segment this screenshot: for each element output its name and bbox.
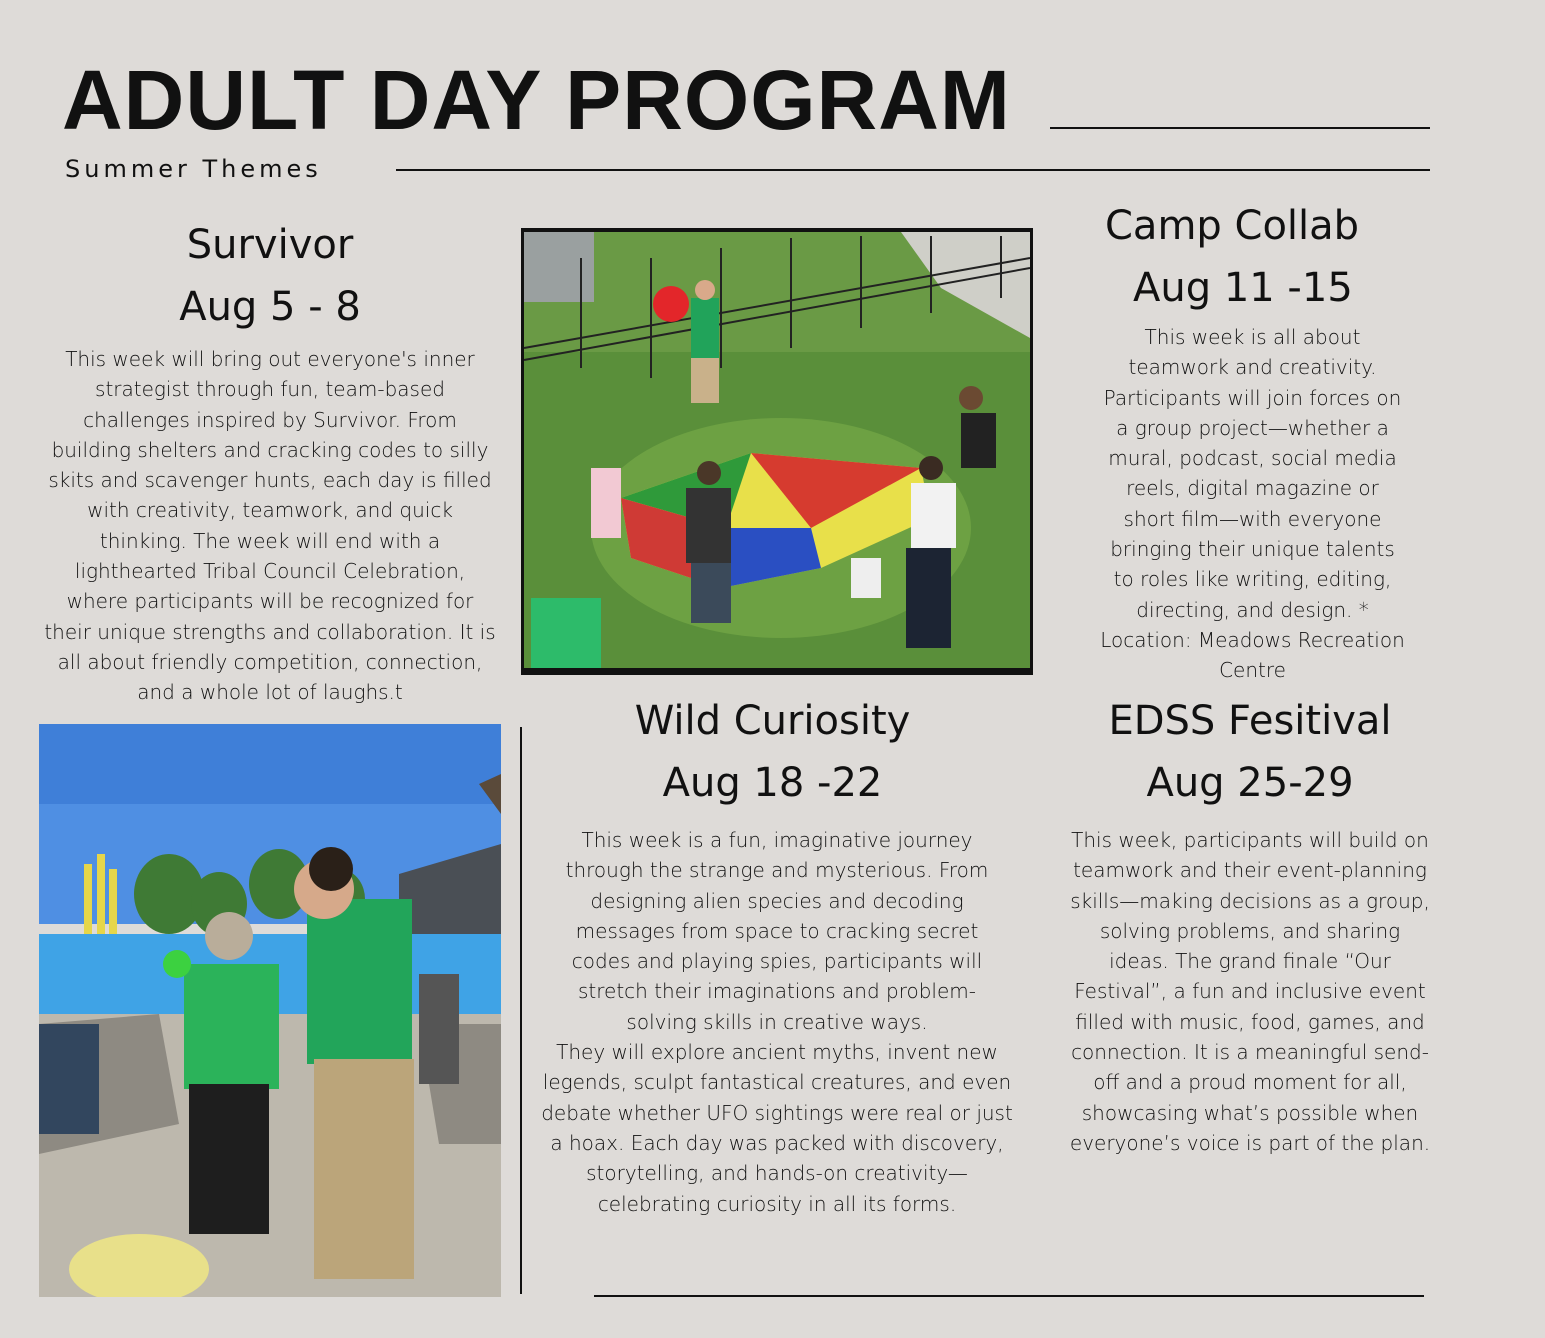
theme-name: Camp Collab [1105,203,1360,249]
page-title: ADULT DAY PROGRAM [62,53,1011,147]
theme-wild-curiosity [535,690,1010,814]
bottom-rule [594,1295,1424,1297]
theme-dates: Aug 5 - 8 [179,284,361,330]
theme-description: This week will bring out everyone's inner strategist through fun, team-based challenges inspired by Survivor. From building shelters and cracking codes to silly skits and scavenger hunts, each day is filled with creativity, teamwork, and quick thinking. The week will end with a lighthearted Tribal Council Celebration, where participants will be recognized for their unique strengths and collaboration. It is all about friendly competition, connection, and a whole lot of laughs.t [44,347,496,705]
page-subtitle: Summer Themes [65,155,322,183]
column-divider [520,727,522,1294]
theme-camp-collab [1088,195,1380,319]
theme-description: This week is all about teamwork and creativity. Participants will join forces on a group project—whether a mural, podcast, social media reels, digital magazine or short film—with everyone bringing their unique talents to roles like writing, editing, directing, and design. * Location: Meadows Recreation Centre [1100,325,1405,683]
theme-name: Wild Curiosity [634,698,911,744]
theme-description: This week, participants will build on teamwork and their event-planning skills—making decisions as a group, solving problems, and sharing ideas. The grand finale “Our Festival”, a fun and inclusive event filled with music, food, games, and connection. It is a meaningful send-off and a proud moment for all, showcasing what’s possible when everyone’s voice is part of the plan. [1069,828,1431,1155]
wild-curiosity-text [537,825,1017,1219]
title-rule [1050,127,1430,129]
theme-description-continued: They will explore ancient myths, invent new legends, sculpt fantastical creatures, and even debate whether UFO sightings were real or just a hoax. Each day was packed with discovery, storytelling, and hands-on creativity—celebrating curiosity in all its forms. [541,1040,1013,1216]
theme-name: Survivor [186,222,354,268]
photo-splash-pad-pair [39,724,501,1297]
subtitle-rule [396,169,1430,171]
theme-dates: Aug 25-29 [1146,760,1354,806]
theme-edss-festival [1070,690,1430,814]
theme-description: This week is a fun, imaginative journey through the strange and mysterious. From designing alien species and decoding messages from space to cracking secret codes and playing spies, participants will stretch their imaginations and problem-solving skills in creative ways. [565,828,989,1034]
theme-name: EDSS Fesitival [1108,698,1392,744]
theme-dates: Aug 18 -22 [662,760,883,806]
photo-parachute-game [521,228,1033,675]
theme-dates: Aug 11 -15 [1133,265,1353,311]
theme-survivor [40,214,500,708]
